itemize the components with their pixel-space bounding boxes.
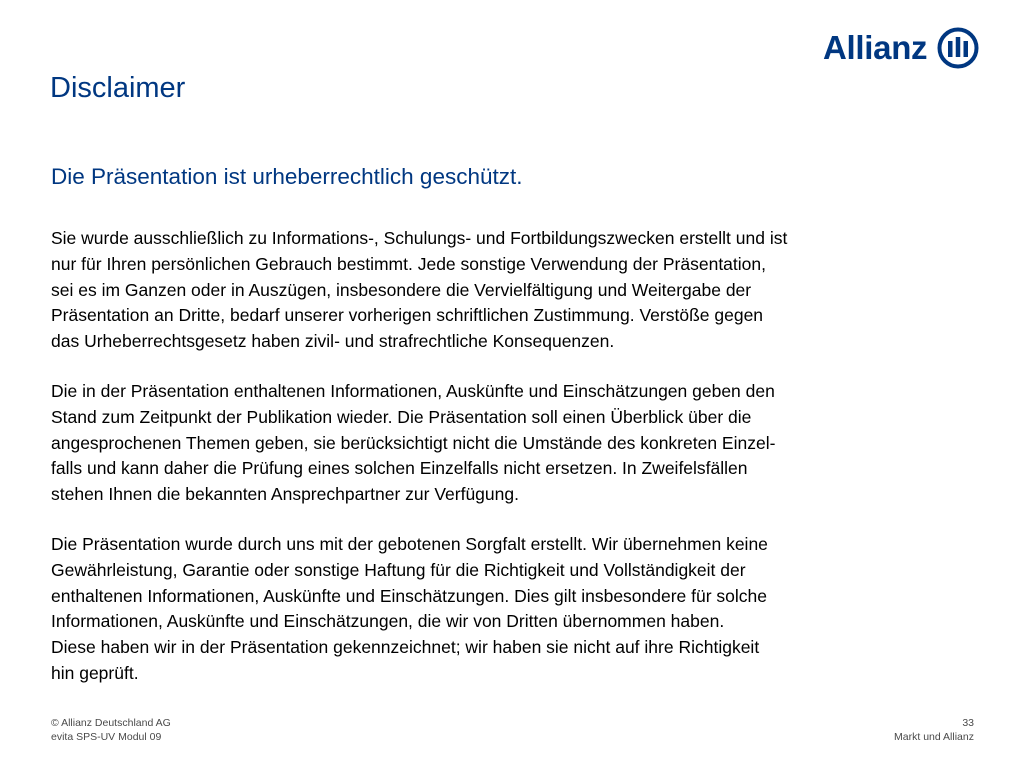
text-line: angesprochenen Themen geben, sie berücksichtigt nicht die Umstände des konkreten Einzel- bbox=[51, 432, 776, 453]
disclaimer-body bbox=[51, 226, 971, 711]
text-line: Präsentation an Dritte, bedarf unserer vorherigen schriftlichen Zustimmung. Verstöße gegen bbox=[51, 305, 764, 326]
text-line: Die in der Präsentation enthaltenen Informationen, Auskünfte und Einschätzungen geben den bbox=[51, 380, 775, 401]
text-line: hin geprüft. bbox=[51, 662, 139, 683]
slide-title: Disclaimer bbox=[50, 72, 186, 104]
text-line: Sie wurde ausschließlich zu Informations-, Schulungs- und Fortbildungszwecken erstellt und ist bbox=[51, 228, 788, 248]
allianz-logo bbox=[823, 26, 979, 70]
text-line: Die Präsentation wurde durch uns mit der gebotenen Sorgfalt erstellt. Wir übernehmen keine bbox=[51, 533, 768, 554]
text-line: Diese haben wir in der Präsentation gekennzeichnet; wir haben sie nicht auf ihre Richtigkeit bbox=[51, 637, 760, 658]
disclaimer-paragraph-information bbox=[51, 379, 971, 508]
text-line: stehen Ihnen die bekannten Ansprechpartner zur Verfügung. bbox=[51, 484, 519, 505]
text-line: falls und kann daher die Prüfung eines solchen Einzelfalls nicht ersetzen. In Zweifelsfällen bbox=[51, 458, 748, 479]
footer-page-number: 33 bbox=[962, 717, 974, 729]
disclaimer-paragraph-copyright bbox=[51, 226, 971, 355]
text-line: Informationen, Auskünfte und Einschätzungen, die wir von Dritten übernommen haben. bbox=[51, 611, 725, 632]
disclaimer-paragraph-liability bbox=[51, 532, 971, 687]
allianz-wordmark: Allianz bbox=[823, 29, 928, 66]
text-line: das Urheberrechtsgesetz haben zivil- und strafrechtliche Konsequenzen. bbox=[51, 331, 615, 352]
footer-right bbox=[894, 716, 974, 744]
text-line: enthaltenen Informationen, Auskünfte und Einschätzungen. Dies gilt insbesondere für solche bbox=[51, 585, 768, 606]
footer-copyright: © Allianz Deutschland AG bbox=[51, 717, 171, 729]
footer-left bbox=[51, 716, 171, 744]
slide-subtitle: Die Präsentation ist urheberrechtlich geschützt. bbox=[51, 164, 523, 189]
text-line: Gewährleistung, Garantie oder sonstige Haftung für die Richtigkeit und Vollständigkeit der bbox=[51, 559, 746, 580]
text-line: Stand zum Zeitpunkt der Publikation wieder. Die Präsentation soll einen Überblick über die bbox=[51, 406, 752, 427]
text-line: sei es im Ganzen oder in Auszügen, insbesondere die Vervielfältigung und Weitergabe der bbox=[51, 279, 752, 300]
text-line: nur für Ihren persönlichen Gebrauch bestimmt. Jede sonstige Verwendung der Präsentation, bbox=[51, 253, 766, 274]
footer-section-name: Markt und Allianz bbox=[894, 731, 974, 743]
allianz-eagle-logo-icon bbox=[937, 27, 979, 69]
footer-course-name: evita SPS-UV Modul 09 bbox=[51, 731, 162, 743]
